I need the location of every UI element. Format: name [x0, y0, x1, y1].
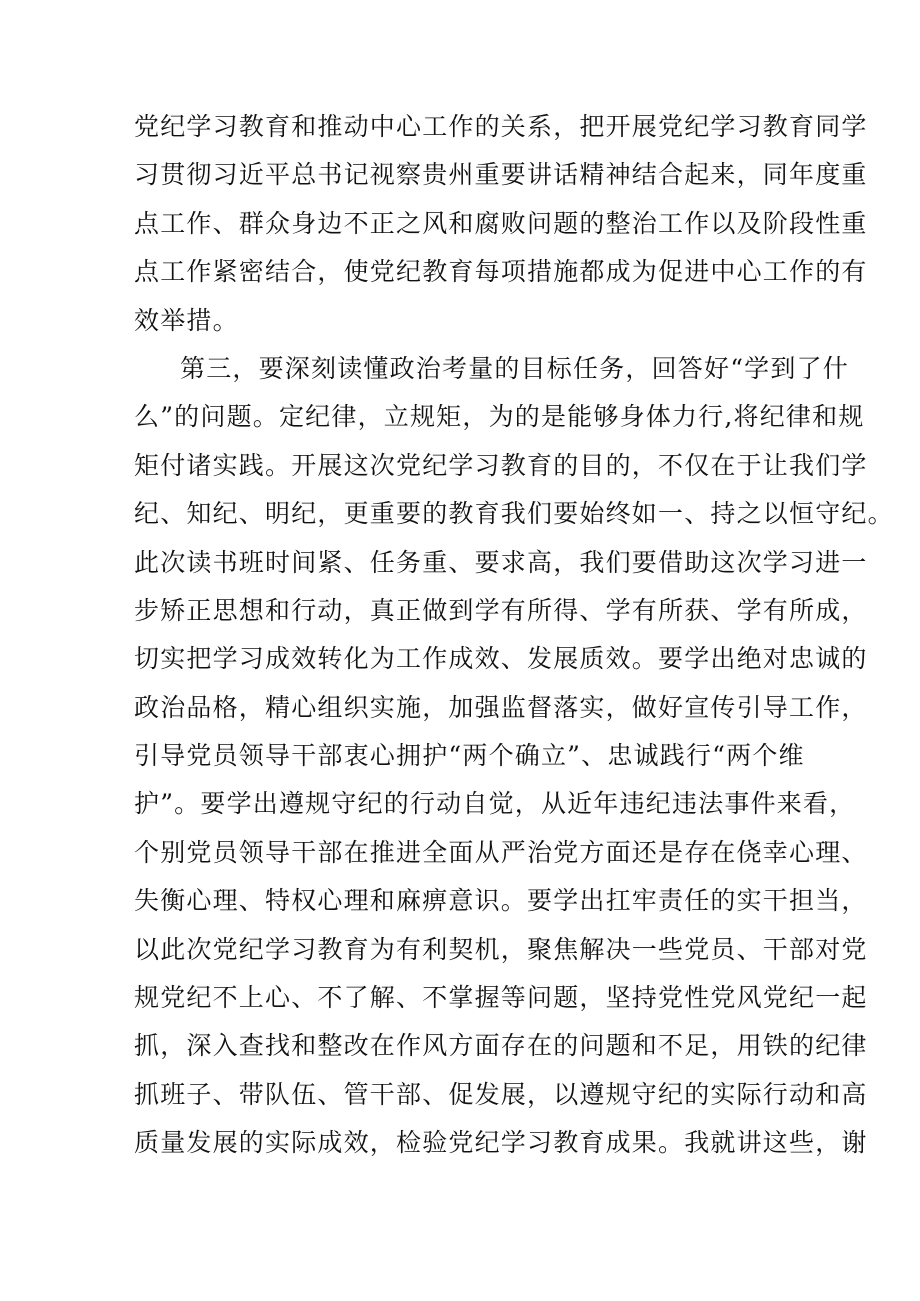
body-text	[134, 103, 894, 1168]
text-line: 护”。要学出遵规守纪的行动自觉，从近年违纪违法事件来看，	[134, 789, 856, 819]
text-line: 点工作、群众身边不正之风和腐败问题的整治工作以及阶段性重	[134, 208, 868, 238]
text-line: 么”的问题。定纪律，立规矩，为的是能够身体力行,将纪律和规	[134, 402, 865, 432]
text-line: 此次读书班时间紧、任务重、要求高，我们要借助这次学习进一	[134, 547, 868, 577]
text-line: 步矫正思想和行动，真正做到学有所得、学有所获、学有所成，	[134, 595, 868, 625]
paragraph-start-line: 第三，要深刻读懂政治考量的目标任务，回答好“学到了什	[180, 353, 849, 383]
text-line: 以此次党纪学习教育为有利契机，聚焦解决一些党员、干部对党	[134, 934, 868, 964]
text-line: 矩付诸实践。开展这次党纪学习教育的目的，不仅在于让我们学	[134, 450, 868, 480]
text-line: 政治品格，精心组织实施，加强监督落实，做好宣传引导工作，	[134, 692, 868, 722]
text-line: 规党纪不上心、不了解、不掌握等问题，坚持党性党风党纪一起	[134, 983, 868, 1013]
text-line: 纪、知纪、明纪，更重要的教育我们要始终如一、持之以恒守纪。	[134, 499, 894, 529]
text-line: 点工作紧密结合，使党纪教育每项措施都成为促进中心工作的有	[134, 257, 868, 287]
text-line: 质量发展的实际成效，检验党纪学习教育成果。我就讲这些，谢	[134, 1128, 868, 1158]
text-line: 切实把学习成效转化为工作成效、发展质效。要学出绝对忠诚的	[134, 644, 868, 674]
text-line: 习贯彻习近平总书记视察贵州重要讲话精神结合起来，同年度重	[134, 160, 868, 190]
text-line: 抓，深入查找和整改在作风方面存在的问题和不足，用铁的纪律	[134, 1031, 868, 1061]
text-line: 抓班子、带队伍、管干部、促发展，以遵规守纪的实际行动和高	[134, 1079, 868, 1109]
text-line: 效举措。	[134, 305, 239, 335]
text-line: 党纪学习教育和推动中心工作的关系，把开展党纪学习教育同学	[134, 112, 868, 141]
text-line: 引导党员领导干部衷心拥护“两个确立”、忠诚践行“两个维	[134, 741, 805, 771]
text-line: 失衡心理、特权心理和麻痹意识。要学出扛牢责任的实干担当，	[134, 886, 868, 916]
text-line: 个别党员领导干部在推进全面从严治党方面还是存在侥幸心理、	[134, 837, 868, 867]
